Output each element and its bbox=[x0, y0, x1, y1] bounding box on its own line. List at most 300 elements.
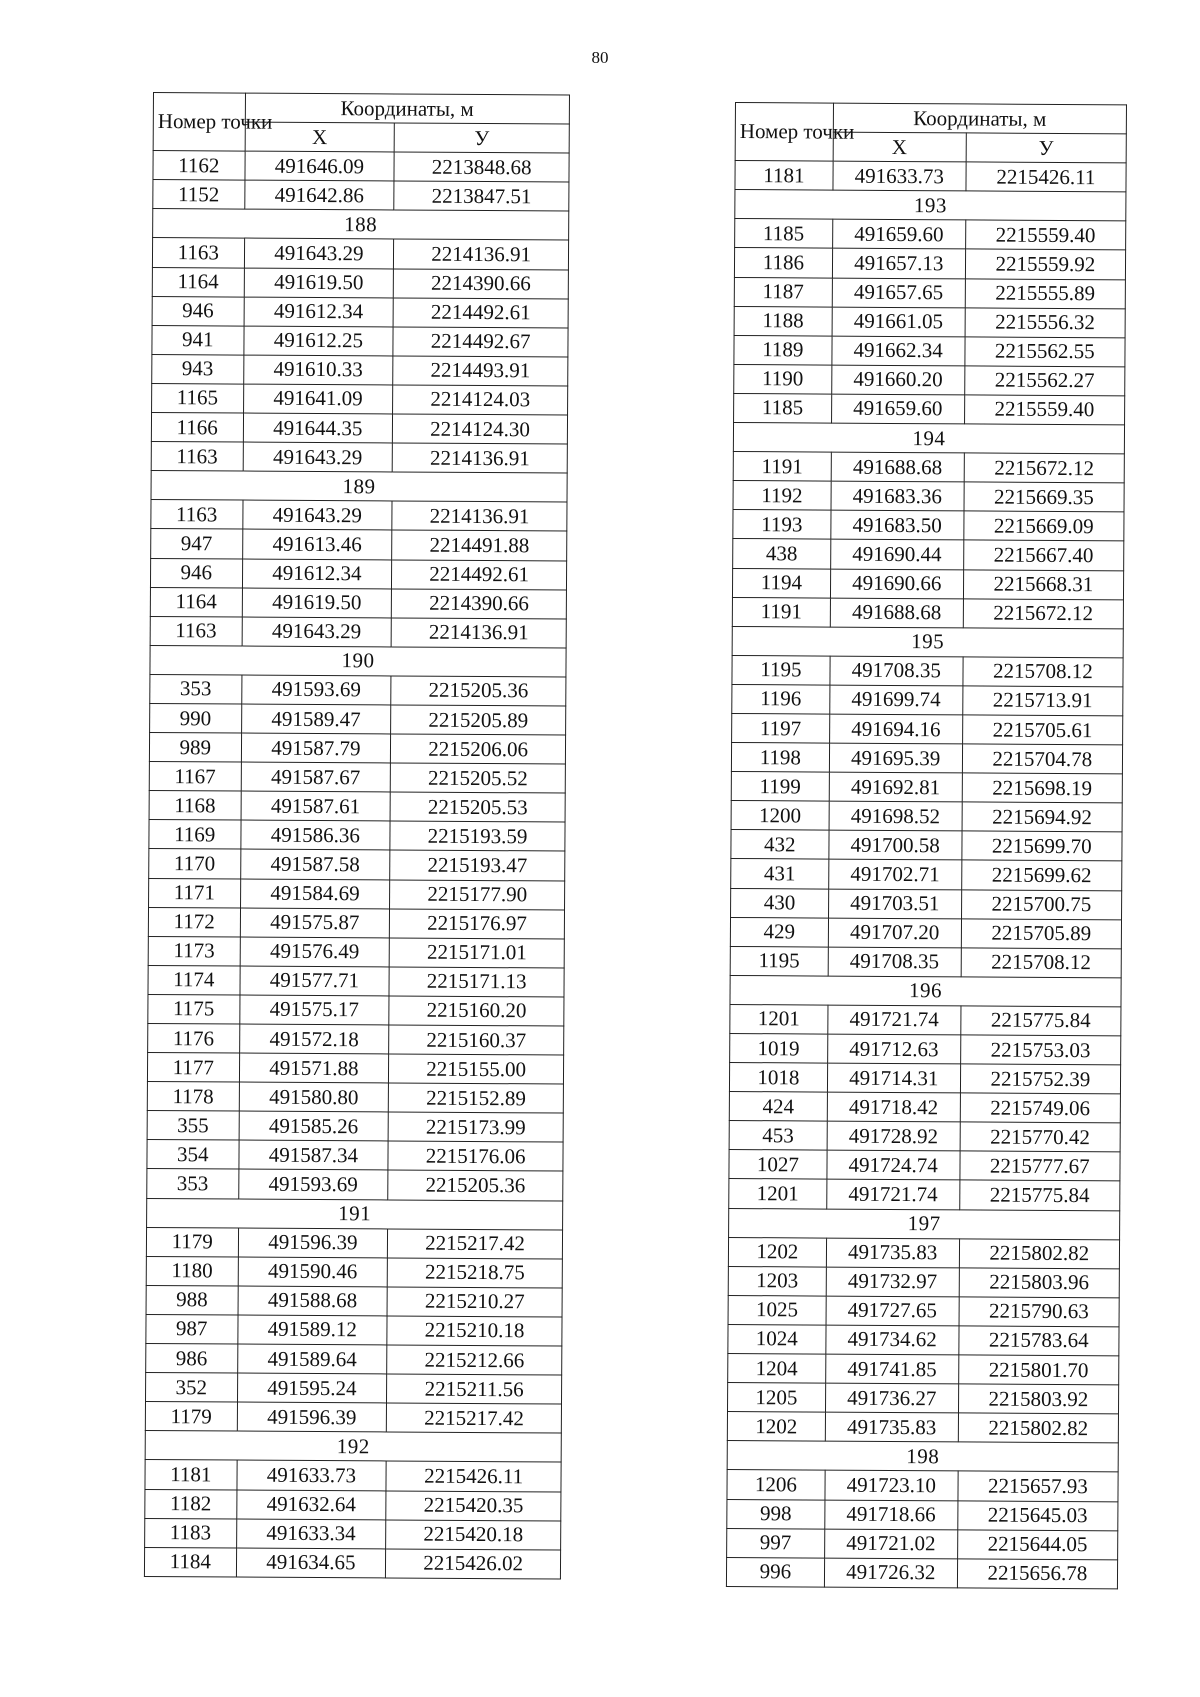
y-coordinate-cell: 2215672.12 bbox=[963, 598, 1123, 628]
table-row bbox=[731, 801, 1122, 832]
y-coordinate-cell: 2215210.27 bbox=[387, 1287, 562, 1317]
table-row bbox=[147, 1169, 563, 1201]
page-number: 80 bbox=[591, 48, 609, 67]
table-row bbox=[146, 1344, 562, 1376]
table-row bbox=[731, 888, 1122, 919]
point-number-cell: 1205 bbox=[727, 1383, 825, 1413]
x-coordinate-cell: 491688.68 bbox=[830, 598, 963, 628]
y-coordinate-cell: 2215555.89 bbox=[965, 278, 1125, 308]
x-coordinate-cell: 491692.81 bbox=[829, 772, 962, 802]
x-coordinate-cell: 491589.64 bbox=[237, 1344, 387, 1374]
x-coordinate-cell: 491708.35 bbox=[830, 656, 963, 686]
y-coordinate-cell: 2215775.84 bbox=[960, 1006, 1120, 1036]
point-number-cell: 438 bbox=[733, 539, 831, 569]
y-coordinate-cell: 2215171.13 bbox=[389, 967, 564, 997]
x-coordinate-cell: 491698.52 bbox=[829, 801, 962, 831]
point-number-cell: 431 bbox=[731, 859, 829, 889]
x-coordinate-cell: 491588.68 bbox=[238, 1286, 388, 1316]
point-number-cell: 1191 bbox=[733, 452, 831, 482]
y-coordinate-cell: 2215667.40 bbox=[963, 540, 1123, 570]
y-coordinate-cell: 2215420.18 bbox=[386, 1520, 561, 1550]
table-row bbox=[148, 1023, 564, 1055]
y-coordinate-cell: 2215210.18 bbox=[387, 1316, 562, 1346]
point-number-cell: 990 bbox=[150, 703, 242, 733]
point-number-cell: 1163 bbox=[151, 500, 243, 530]
point-number-cell: 1185 bbox=[734, 393, 832, 423]
y-coordinate-cell: 2213848.68 bbox=[394, 152, 569, 182]
point-number-cell: 989 bbox=[149, 733, 241, 763]
point-number-cell: 1194 bbox=[732, 568, 830, 598]
x-coordinate-cell: 491587.79 bbox=[241, 733, 391, 763]
y-coordinate-cell: 2215645.03 bbox=[957, 1500, 1117, 1530]
point-number-cell: 1203 bbox=[728, 1266, 826, 1296]
y-coordinate-cell: 2214491.88 bbox=[392, 530, 567, 560]
x-coordinate-cell: 491662.34 bbox=[832, 336, 965, 366]
point-number-cell: 1184 bbox=[144, 1547, 236, 1577]
table-row bbox=[152, 383, 568, 415]
y-coordinate-cell: 2215775.84 bbox=[959, 1180, 1119, 1210]
point-number-cell: 355 bbox=[147, 1111, 239, 1141]
section-number: 197 bbox=[729, 1208, 1120, 1239]
y-coordinate-cell: 2215217.42 bbox=[387, 1403, 562, 1433]
table-row bbox=[153, 151, 569, 183]
point-number-cell: 353 bbox=[147, 1169, 239, 1199]
point-number-cell: 1166 bbox=[151, 413, 243, 443]
y-coordinate-cell: 2215749.06 bbox=[960, 1093, 1120, 1123]
point-number-cell: 1177 bbox=[147, 1053, 239, 1083]
y-coordinate-cell: 2215672.12 bbox=[964, 453, 1124, 483]
point-number-cell: 987 bbox=[146, 1314, 238, 1344]
y-coordinate-cell: 2215704.78 bbox=[962, 744, 1122, 774]
table-row bbox=[146, 1285, 562, 1317]
point-number-cell: 1025 bbox=[728, 1295, 826, 1325]
y-coordinate-cell: 2215801.70 bbox=[958, 1355, 1118, 1385]
point-number-cell: 1165 bbox=[152, 383, 244, 413]
point-number-cell: 1191 bbox=[732, 597, 830, 627]
point-number-cell: 1173 bbox=[148, 936, 240, 966]
y-coordinate-cell: 2215212.66 bbox=[387, 1345, 562, 1375]
section-row bbox=[150, 645, 566, 677]
table-row bbox=[729, 1092, 1120, 1123]
y-coordinate-cell: 2215559.92 bbox=[965, 249, 1125, 279]
table-row bbox=[728, 1354, 1119, 1385]
table-row bbox=[735, 219, 1126, 250]
table-row bbox=[149, 791, 565, 823]
x-coordinate-cell: 491593.69 bbox=[238, 1170, 388, 1200]
point-number-cell: 1182 bbox=[145, 1489, 237, 1519]
y-coordinate-cell: 2214492.61 bbox=[392, 559, 567, 589]
table-row bbox=[727, 1412, 1118, 1443]
table-row bbox=[149, 820, 565, 852]
header-coordinates: Координаты, м bbox=[245, 93, 570, 124]
y-coordinate-cell: 2213847.51 bbox=[394, 181, 569, 211]
table-row bbox=[148, 994, 564, 1026]
x-coordinate-cell: 491721.74 bbox=[826, 1180, 959, 1210]
section-number: 189 bbox=[151, 471, 567, 503]
table-row bbox=[148, 936, 564, 968]
x-coordinate-cell: 491643.29 bbox=[244, 239, 394, 269]
point-number-cell: 1201 bbox=[730, 1004, 828, 1034]
x-coordinate-cell: 491590.46 bbox=[238, 1257, 388, 1287]
point-number-cell: 1202 bbox=[728, 1237, 826, 1267]
point-number-cell: 1172 bbox=[148, 907, 240, 937]
x-coordinate-cell: 491610.33 bbox=[243, 355, 393, 385]
x-coordinate-cell: 491596.39 bbox=[238, 1228, 388, 1258]
x-coordinate-cell: 491660.20 bbox=[831, 365, 964, 395]
table-row bbox=[152, 325, 568, 357]
section-row bbox=[732, 626, 1123, 657]
y-coordinate-cell: 2215193.47 bbox=[390, 850, 565, 880]
x-coordinate-cell: 491683.36 bbox=[831, 481, 964, 511]
point-number-cell: 1178 bbox=[147, 1082, 239, 1112]
point-number-cell: 1152 bbox=[153, 180, 245, 210]
table-row bbox=[727, 1383, 1118, 1414]
table-row bbox=[734, 306, 1125, 337]
point-number-cell: 1185 bbox=[735, 219, 833, 249]
section-number: 198 bbox=[727, 1441, 1118, 1472]
x-coordinate-cell: 491643.29 bbox=[243, 442, 393, 472]
point-number-cell: 1193 bbox=[733, 510, 831, 540]
table-row bbox=[733, 481, 1124, 512]
point-number-cell: 1164 bbox=[150, 587, 242, 617]
table-row bbox=[734, 248, 1125, 279]
point-number-cell: 1187 bbox=[734, 277, 832, 307]
header-y: У bbox=[394, 123, 569, 153]
point-number-cell: 1176 bbox=[148, 1023, 240, 1053]
point-number-cell: 1179 bbox=[146, 1227, 238, 1257]
x-coordinate-cell: 491702.71 bbox=[828, 860, 961, 890]
x-coordinate-cell: 491644.35 bbox=[243, 413, 393, 443]
x-coordinate-cell: 491580.80 bbox=[239, 1082, 389, 1112]
section-row bbox=[729, 1208, 1120, 1239]
table-row bbox=[731, 743, 1122, 774]
point-number-cell: 1199 bbox=[731, 772, 829, 802]
table-row bbox=[147, 1082, 563, 1114]
x-coordinate-cell: 491585.26 bbox=[239, 1111, 389, 1141]
x-coordinate-cell: 491576.49 bbox=[240, 937, 390, 967]
table-row bbox=[729, 1063, 1120, 1094]
y-coordinate-cell: 2215559.40 bbox=[965, 220, 1125, 250]
y-coordinate-cell: 2215211.56 bbox=[387, 1374, 562, 1404]
table-row bbox=[151, 442, 567, 474]
table-row bbox=[145, 1460, 561, 1492]
table-row bbox=[146, 1256, 562, 1288]
y-coordinate-cell: 2215698.19 bbox=[962, 773, 1122, 803]
point-number-cell: 1174 bbox=[148, 965, 240, 995]
y-coordinate-cell: 2215160.20 bbox=[389, 996, 564, 1026]
table-row bbox=[150, 558, 566, 590]
x-coordinate-cell: 491641.09 bbox=[243, 384, 393, 414]
table-row bbox=[727, 1528, 1118, 1559]
x-coordinate-cell: 491683.50 bbox=[831, 510, 964, 540]
table-row bbox=[734, 277, 1125, 308]
table-row bbox=[734, 364, 1125, 395]
coordinates-table-right bbox=[726, 102, 1127, 1589]
x-coordinate-cell: 491587.67 bbox=[241, 762, 391, 792]
y-coordinate-cell: 2215783.64 bbox=[959, 1326, 1119, 1356]
x-coordinate-cell: 491714.31 bbox=[827, 1063, 960, 1093]
table-row bbox=[730, 917, 1121, 948]
point-number-cell: 1163 bbox=[150, 616, 242, 646]
x-coordinate-cell: 491589.47 bbox=[241, 704, 391, 734]
y-coordinate-cell: 2215420.35 bbox=[386, 1490, 561, 1520]
point-number-cell: 1188 bbox=[734, 306, 832, 336]
point-number-cell: 352 bbox=[145, 1373, 237, 1403]
point-number-cell: 947 bbox=[151, 529, 243, 559]
table-row bbox=[148, 965, 564, 997]
point-number-cell: 453 bbox=[729, 1121, 827, 1151]
section-row bbox=[735, 190, 1126, 221]
point-number-cell: 943 bbox=[152, 354, 244, 384]
x-coordinate-cell: 491572.18 bbox=[239, 1024, 389, 1054]
x-coordinate-cell: 491732.97 bbox=[826, 1267, 959, 1297]
y-coordinate-cell: 2215657.93 bbox=[958, 1471, 1118, 1501]
x-coordinate-cell: 491659.60 bbox=[832, 219, 965, 249]
x-coordinate-cell: 491575.17 bbox=[239, 995, 389, 1025]
point-number-cell: 1167 bbox=[149, 762, 241, 792]
table-row bbox=[730, 1004, 1121, 1035]
section-number: 191 bbox=[147, 1198, 563, 1230]
table-row bbox=[732, 597, 1123, 628]
section-row bbox=[153, 209, 569, 241]
y-coordinate-cell: 2215176.06 bbox=[388, 1141, 563, 1171]
point-number-cell: 353 bbox=[150, 674, 242, 704]
y-coordinate-cell: 2215770.42 bbox=[960, 1122, 1120, 1152]
table-row bbox=[152, 296, 568, 328]
section-row bbox=[733, 423, 1124, 454]
table-row bbox=[145, 1373, 561, 1405]
x-coordinate-cell: 491728.92 bbox=[827, 1121, 960, 1151]
x-coordinate-cell: 491712.63 bbox=[827, 1034, 960, 1064]
x-coordinate-cell: 491718.42 bbox=[827, 1092, 960, 1122]
point-number-cell: 1181 bbox=[145, 1460, 237, 1490]
table-row bbox=[732, 713, 1123, 744]
table-row bbox=[150, 587, 566, 619]
x-coordinate-cell: 491700.58 bbox=[829, 830, 962, 860]
y-coordinate-cell: 2215753.03 bbox=[960, 1035, 1120, 1065]
table-row bbox=[147, 1053, 563, 1085]
x-coordinate-cell: 491707.20 bbox=[828, 918, 961, 948]
x-coordinate-cell: 491633.73 bbox=[236, 1460, 386, 1490]
table-row bbox=[729, 1150, 1120, 1181]
point-number-cell: 354 bbox=[147, 1140, 239, 1170]
coordinates-table-left bbox=[144, 92, 570, 1579]
point-number-cell: 432 bbox=[731, 830, 829, 860]
x-coordinate-cell: 491718.66 bbox=[825, 1500, 958, 1530]
y-coordinate-cell: 2214493.91 bbox=[393, 356, 568, 386]
point-number-cell: 996 bbox=[726, 1557, 824, 1587]
table-row bbox=[728, 1266, 1119, 1297]
table-row bbox=[734, 335, 1125, 366]
point-number-cell: 1163 bbox=[151, 442, 243, 472]
y-coordinate-cell: 2215152.89 bbox=[389, 1083, 564, 1113]
table-row bbox=[732, 568, 1123, 599]
x-coordinate-cell: 491699.74 bbox=[830, 685, 963, 715]
point-number-cell: 946 bbox=[150, 558, 242, 588]
point-number-cell: 1195 bbox=[732, 655, 830, 685]
x-coordinate-cell: 491633.34 bbox=[236, 1519, 386, 1549]
table-row bbox=[148, 907, 564, 939]
point-number-cell: 1183 bbox=[145, 1518, 237, 1548]
point-number-cell: 1171 bbox=[149, 878, 241, 908]
table-row bbox=[732, 684, 1123, 715]
point-number-cell: 1190 bbox=[734, 364, 832, 394]
table-row bbox=[730, 946, 1121, 977]
point-number-cell: 1162 bbox=[153, 151, 245, 181]
y-coordinate-cell: 2215559.40 bbox=[964, 395, 1124, 425]
table-row bbox=[731, 859, 1122, 890]
point-number-cell: 1204 bbox=[728, 1354, 826, 1384]
y-coordinate-cell: 2214136.91 bbox=[392, 501, 567, 531]
x-coordinate-cell: 491584.69 bbox=[240, 879, 390, 909]
point-number-cell: 997 bbox=[727, 1528, 825, 1558]
table-row bbox=[146, 1227, 562, 1259]
x-coordinate-cell: 491587.34 bbox=[238, 1140, 388, 1170]
header-x: X bbox=[833, 132, 966, 162]
table-row bbox=[732, 655, 1123, 686]
x-coordinate-cell: 491741.85 bbox=[825, 1354, 958, 1384]
x-coordinate-cell: 491688.68 bbox=[831, 452, 964, 482]
y-coordinate-cell: 2215705.89 bbox=[961, 919, 1121, 949]
point-number-cell: 986 bbox=[146, 1344, 238, 1374]
y-coordinate-cell: 2215669.35 bbox=[964, 482, 1124, 512]
section-row bbox=[730, 975, 1121, 1006]
y-coordinate-cell: 2215699.62 bbox=[961, 860, 1121, 890]
y-coordinate-cell: 2215176.97 bbox=[390, 909, 565, 939]
point-number-cell: 1170 bbox=[149, 849, 241, 879]
section-number: 192 bbox=[145, 1431, 561, 1463]
x-coordinate-cell: 491571.88 bbox=[239, 1053, 389, 1083]
point-number-cell: 1196 bbox=[732, 684, 830, 714]
x-coordinate-cell: 491596.39 bbox=[237, 1402, 387, 1432]
y-coordinate-cell: 2215155.00 bbox=[389, 1054, 564, 1084]
table-row bbox=[733, 510, 1124, 541]
y-coordinate-cell: 2215205.36 bbox=[388, 1170, 563, 1200]
table-row bbox=[734, 393, 1125, 424]
y-coordinate-cell: 2215171.01 bbox=[389, 938, 564, 968]
x-coordinate-cell: 491726.32 bbox=[824, 1558, 957, 1588]
section-number: 196 bbox=[730, 975, 1121, 1006]
y-coordinate-cell: 2215173.99 bbox=[388, 1112, 563, 1142]
section-row bbox=[151, 471, 567, 503]
x-coordinate-cell: 491633.73 bbox=[833, 161, 966, 191]
table-row bbox=[735, 161, 1126, 192]
x-coordinate-cell: 491657.13 bbox=[832, 249, 965, 279]
point-number-cell: 1197 bbox=[732, 713, 830, 743]
x-coordinate-cell: 491612.34 bbox=[242, 559, 392, 589]
x-coordinate-cell: 491735.83 bbox=[826, 1238, 959, 1268]
x-coordinate-cell: 491586.36 bbox=[240, 820, 390, 850]
y-coordinate-cell: 2215705.61 bbox=[962, 715, 1122, 745]
point-number-cell: 946 bbox=[152, 296, 244, 326]
point-number-cell: 430 bbox=[731, 888, 829, 918]
x-coordinate-cell: 491708.35 bbox=[828, 947, 961, 977]
table-row bbox=[145, 1402, 561, 1434]
table-row bbox=[149, 762, 565, 794]
y-coordinate-cell: 2215206.06 bbox=[391, 734, 566, 764]
table-row bbox=[152, 267, 568, 299]
table-row bbox=[152, 354, 568, 386]
table-row bbox=[727, 1470, 1118, 1501]
point-number-cell: 429 bbox=[730, 917, 828, 947]
point-number-cell: 1202 bbox=[727, 1412, 825, 1442]
point-number-cell: 1192 bbox=[733, 481, 831, 511]
x-coordinate-cell: 491593.69 bbox=[241, 675, 391, 705]
y-coordinate-cell: 2215790.63 bbox=[959, 1297, 1119, 1327]
header-point-number: Номер точки bbox=[153, 93, 245, 152]
point-number-cell: 941 bbox=[152, 325, 244, 355]
x-coordinate-cell: 491657.65 bbox=[832, 278, 965, 308]
x-coordinate-cell: 491634.65 bbox=[236, 1548, 386, 1578]
header-x: X bbox=[245, 122, 395, 152]
header-point-number: Номер точки bbox=[735, 103, 833, 162]
table-row bbox=[152, 238, 568, 270]
table-row bbox=[730, 1033, 1121, 1064]
x-coordinate-cell: 491694.16 bbox=[829, 714, 962, 744]
x-coordinate-cell: 491575.87 bbox=[240, 908, 390, 938]
y-coordinate-cell: 2215205.53 bbox=[390, 792, 565, 822]
x-coordinate-cell: 491612.34 bbox=[244, 297, 394, 327]
table-row bbox=[150, 674, 566, 706]
table-row bbox=[727, 1499, 1118, 1530]
point-number-cell: 1200 bbox=[731, 801, 829, 831]
y-coordinate-cell: 2214124.03 bbox=[393, 385, 568, 415]
y-coordinate-cell: 2214390.66 bbox=[392, 589, 567, 619]
x-coordinate-cell: 491613.46 bbox=[242, 529, 392, 559]
y-coordinate-cell: 2215556.32 bbox=[965, 308, 1125, 338]
section-row bbox=[147, 1198, 563, 1230]
table-row bbox=[149, 733, 565, 765]
y-coordinate-cell: 2215562.55 bbox=[965, 337, 1125, 367]
section-number: 190 bbox=[150, 645, 566, 677]
y-coordinate-cell: 2215802.82 bbox=[958, 1413, 1118, 1443]
table-row bbox=[153, 180, 569, 212]
y-coordinate-cell: 2214492.61 bbox=[393, 298, 568, 328]
point-number-cell: 1195 bbox=[730, 946, 828, 976]
x-coordinate-cell: 491619.50 bbox=[244, 268, 394, 298]
y-coordinate-cell: 2215708.12 bbox=[961, 948, 1121, 978]
y-coordinate-cell: 2215205.89 bbox=[391, 705, 566, 735]
table-row bbox=[149, 878, 565, 910]
table-row bbox=[145, 1518, 561, 1550]
x-coordinate-cell: 491643.29 bbox=[242, 500, 392, 530]
table-row bbox=[733, 452, 1124, 483]
x-coordinate-cell: 491632.64 bbox=[236, 1490, 386, 1520]
y-coordinate-cell: 2214124.30 bbox=[393, 414, 568, 444]
table-row bbox=[147, 1111, 563, 1143]
y-coordinate-cell: 2215193.59 bbox=[390, 821, 565, 851]
table-row bbox=[150, 703, 566, 735]
y-coordinate-cell: 2215218.75 bbox=[387, 1258, 562, 1288]
y-coordinate-cell: 2215694.92 bbox=[962, 802, 1122, 832]
x-coordinate-cell: 491659.60 bbox=[831, 394, 964, 424]
section-row bbox=[727, 1441, 1118, 1472]
point-number-cell: 1201 bbox=[729, 1179, 827, 1209]
y-coordinate-cell: 2215713.91 bbox=[962, 686, 1122, 716]
y-coordinate-cell: 2215668.31 bbox=[963, 569, 1123, 599]
point-number-cell: 1169 bbox=[149, 820, 241, 850]
header-y: У bbox=[966, 133, 1126, 163]
point-number-cell: 1163 bbox=[152, 238, 244, 268]
point-number-cell: 1180 bbox=[146, 1256, 238, 1286]
section-number: 194 bbox=[733, 423, 1124, 454]
table-row bbox=[726, 1557, 1117, 1588]
table-row bbox=[147, 1140, 563, 1172]
table-row bbox=[150, 616, 566, 648]
x-coordinate-cell: 491727.65 bbox=[826, 1296, 959, 1326]
y-coordinate-cell: 2215217.42 bbox=[388, 1229, 563, 1259]
x-coordinate-cell: 491736.27 bbox=[825, 1383, 958, 1413]
